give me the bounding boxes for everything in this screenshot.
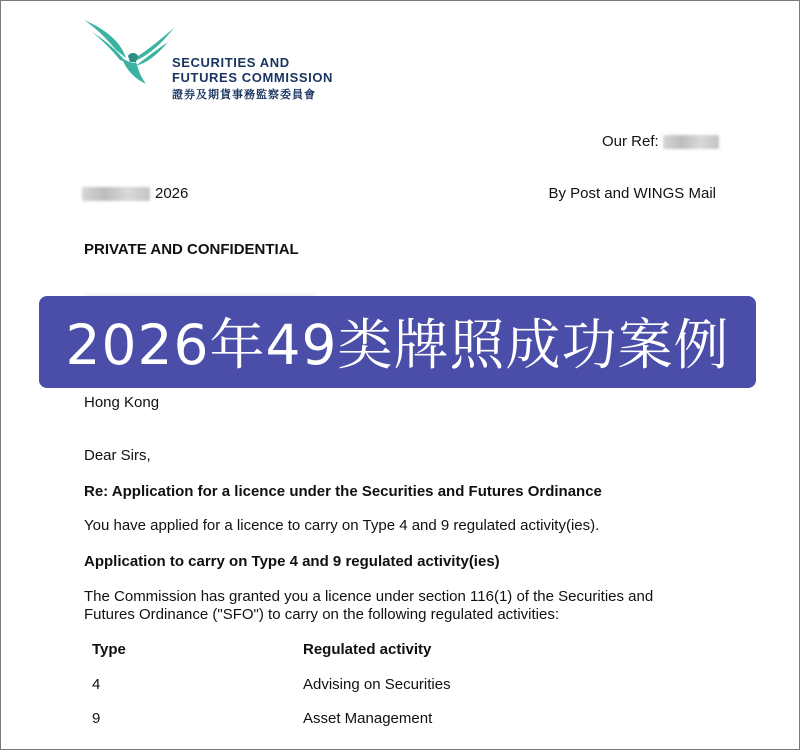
letter-date xyxy=(82,185,188,202)
section-heading: Application to carry on Type 4 and 9 regulated activity(ies) xyxy=(84,553,500,570)
our-ref xyxy=(602,133,719,150)
table-header-type: Type xyxy=(92,641,126,658)
table-row-2-activity: Asset Management xyxy=(303,710,433,727)
redacted-ref xyxy=(663,135,719,149)
logo-name-line1: SECURITIES AND xyxy=(172,55,290,70)
subject-line: Re: Application for a licence under the Securities and Futures Ordinance xyxy=(84,483,602,500)
address-city: Hong Kong xyxy=(84,394,160,411)
granted-paragraph xyxy=(84,588,694,624)
applied-paragraph: You have applied for a licence to carry on Type 4 and 9 regulated activity(ies). xyxy=(84,517,600,534)
delivery-method: By Post and WINGS Mail xyxy=(548,185,716,202)
our-ref-label: Our Ref: xyxy=(602,133,659,150)
date-year: 2026 xyxy=(155,185,189,202)
sfc-logo xyxy=(82,18,334,101)
table-row-2-type: 9 xyxy=(92,710,101,727)
granted-line-2: Futures Ordinance ("SFO") to carry on the following regulated activities: xyxy=(84,606,560,623)
granted-line-1: The Commission has granted you a licence under section 116(1) of the Securities and xyxy=(84,588,654,605)
table-header-activity: Regulated activity xyxy=(303,641,432,658)
logo-name-line2: FUTURES COMMISSION xyxy=(172,70,334,85)
classification: PRIVATE AND CONFIDENTIAL xyxy=(84,241,299,258)
salutation: Dear Sirs, xyxy=(84,447,151,464)
eagle-icon xyxy=(82,18,176,86)
logo-name-chinese: 證券及期貨事務監察委員會 xyxy=(172,89,316,101)
redacted-date xyxy=(82,187,150,201)
table-row-1-activity: Advising on Securities xyxy=(303,676,451,693)
table-row-1-type: 4 xyxy=(92,676,101,693)
promo-banner: 2026年49类牌照成功案例 xyxy=(39,296,756,388)
